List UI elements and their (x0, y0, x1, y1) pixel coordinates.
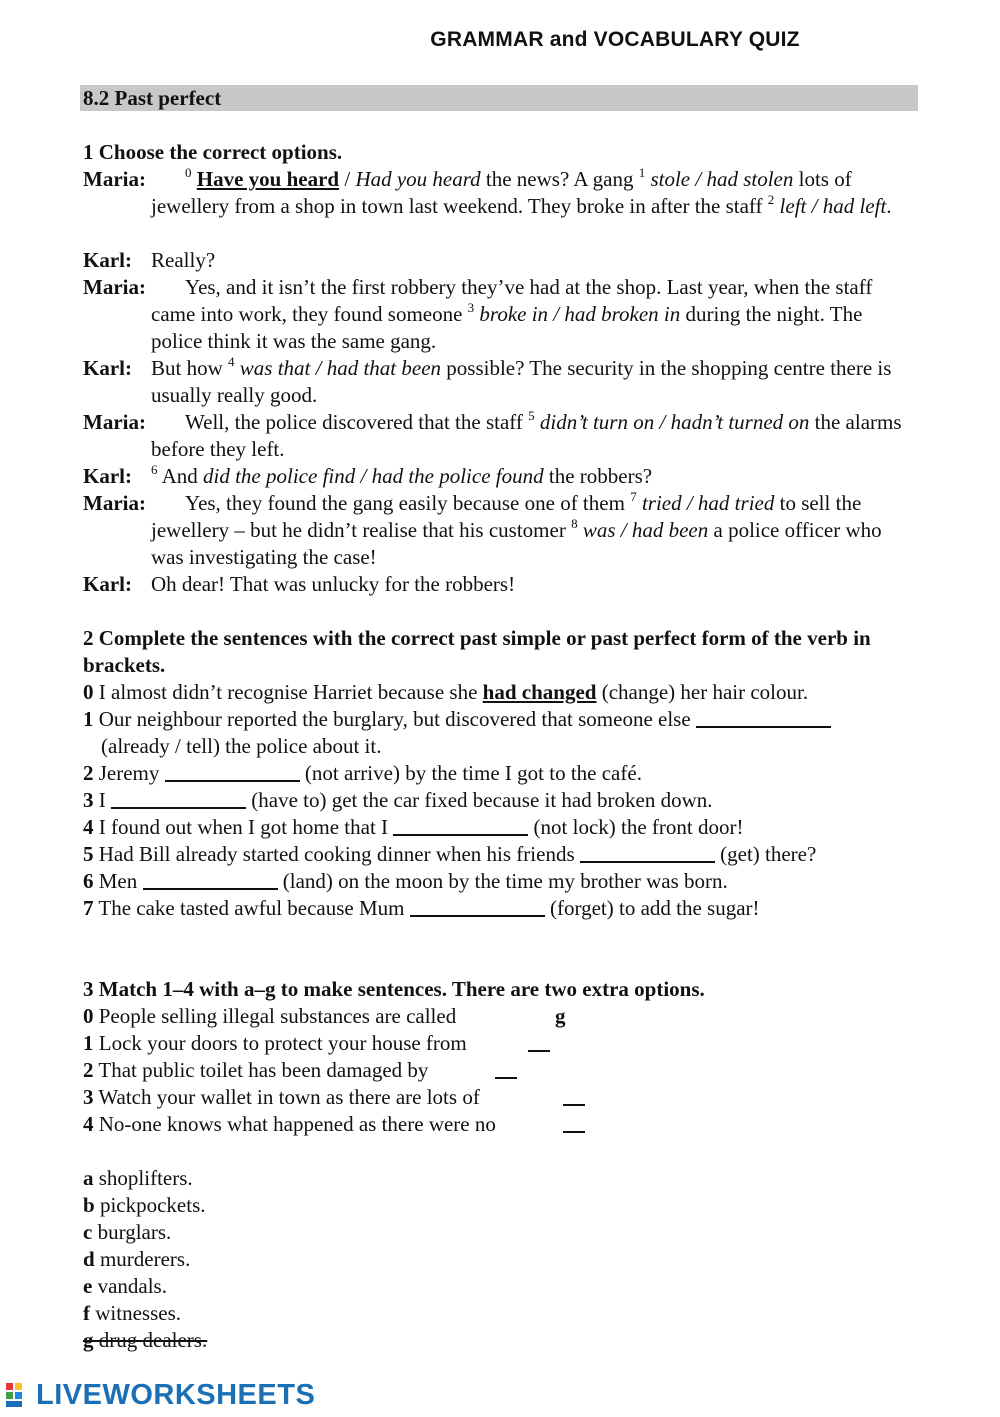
option-choice[interactable]: was that / had that been (234, 356, 442, 380)
example-answer: g (555, 1004, 566, 1028)
speaker-label: Maria: (83, 275, 146, 299)
match-option: e vandals. (83, 1274, 167, 1298)
liveworksheets-logo-icon (4, 1381, 34, 1409)
example-answer: had changed (482, 680, 597, 704)
speaker-label: Karl: (83, 572, 132, 596)
option-choice[interactable]: tried / had tried (636, 491, 775, 515)
answer-blank[interactable] (393, 814, 528, 836)
option-choice[interactable]: didn’t turn on / hadn’t turned on (534, 410, 810, 434)
answer-blank-container (563, 1111, 585, 1138)
answer-blank-container (528, 1030, 550, 1057)
exercise-3-heading: 3 Match 1–4 with a–g to make sentences. There are two extra options. (83, 977, 705, 1001)
dialogue-line: Really? (151, 248, 216, 272)
exercise-1-heading: 1 Choose the correct options. (83, 140, 343, 164)
answer-blank-container (563, 1084, 585, 1111)
dialogue-line: Yes, and it isn’t the first robbery they’ve had at the shop. Last year, when the staff came into work, they found someone $^3$ broke in / had broken in during the night. The police think it was the same gang. (151, 275, 873, 353)
exercise-2-heading: 2 Complete the sentences with the correct past simple or past perfect form of the verb in brackets. (83, 626, 871, 677)
answer-blank[interactable] (580, 841, 715, 863)
speaker-label: Maria: (83, 491, 146, 515)
sentence-item: 1 Our neighbour reported the burglary, but discovered that someone else (83, 706, 831, 733)
dialogue-line: Oh dear! That was unlucky for the robbers! (151, 572, 516, 596)
answer-blank[interactable] (495, 1057, 517, 1079)
match-item: 4 No-one knows what happened as there were no (83, 1112, 496, 1136)
sentence-item: 2 Jeremy (not arrive) by the time I got to the café. (83, 761, 642, 785)
section-heading: 8.2 Past perfect (80, 85, 918, 111)
answer-blank[interactable] (165, 760, 300, 782)
match-item: 2 That public toilet has been damaged by (83, 1058, 429, 1082)
match-option-used: g drug dealers. (83, 1328, 208, 1352)
match-item: 0 People selling illegal substances are called (83, 1004, 457, 1028)
example-answer: Have you heard (196, 167, 340, 191)
option-choice[interactable]: left / had left (774, 194, 887, 218)
sentence-item: 5 Had Bill already started cooking dinner when his friends (get) there? (83, 842, 817, 866)
speaker-label: Karl: (83, 248, 132, 272)
answer-blank[interactable] (563, 1084, 585, 1106)
match-option: c burglars. (83, 1220, 172, 1244)
logo-text: LIVEWORKSHEETS (36, 1378, 316, 1411)
dialogue-line: $^0$ Have you heard / Had you heard the news? A gang $^1$ stole / had stolen lots of jewellery from a shop in town last weekend. They broke in after the staff $^2$ left / had left. (151, 165, 892, 218)
match-item: 3 Watch your wallet in town as there are lots of (83, 1085, 480, 1109)
sentence-item: 6 Men (land) on the moon by the time my brother was born. (83, 869, 728, 893)
match-item: 1 Lock your doors to protect your house from (83, 1031, 467, 1055)
match-option: a shoplifters. (83, 1166, 193, 1190)
sentence-item: 7 The cake tasted awful because Mum (forget) to add the sugar! (83, 896, 760, 920)
option-choice[interactable]: did the police find / had the police found (203, 464, 544, 488)
sentence-item: 4 I found out when I got home that I (not lock) the front door! (83, 815, 744, 839)
answer-blank-container (495, 1057, 517, 1084)
answer-blank[interactable] (143, 868, 278, 890)
match-option: d murderers. (83, 1247, 191, 1271)
sentence-item-continued: (already / tell) the police about it. (101, 734, 382, 758)
dialogue-line: Yes, they found the gang easily because one of them $^7$ tried / had tried to sell the jewellery – but he didn’t realise that his customer $^8$ was / had been a police officer who was investigating the case! (151, 489, 882, 569)
match-option: b pickpockets. (83, 1193, 206, 1217)
speaker-label: Maria: (83, 167, 146, 191)
match-option: f witnesses. (83, 1301, 181, 1325)
answer-blank[interactable] (563, 1111, 585, 1133)
option-choice[interactable]: was / had been (577, 518, 709, 542)
speaker-label: Maria: (83, 410, 146, 434)
option-choice[interactable]: broke in / had broken in (474, 302, 681, 326)
speaker-label: Karl: (83, 356, 132, 380)
sentence-item: 3 I (have to) get the car fixed because it had broken down. (83, 788, 713, 812)
liveworksheets-logo[interactable] (4, 1380, 315, 1410)
answer-blank[interactable] (528, 1030, 550, 1052)
dialogue-line: But how $^4$ was that / had that been possible? The security in the shopping centre there is usually really good. (151, 354, 892, 407)
answer-blank[interactable] (410, 895, 545, 917)
sentence-item: 0 I almost didn’t recognise Harriet because she had changed (change) her hair colour. (83, 680, 809, 704)
speaker-label: Karl: (83, 464, 132, 488)
dialogue-line: Well, the police discovered that the staff $^5$ didn’t turn on / hadn’t turned on the alarms before they left. (151, 408, 902, 461)
document-title: GRAMMAR and VOCABULARY QUIZ (430, 28, 800, 51)
answer-blank[interactable] (696, 706, 831, 728)
dialogue-line: $^6$ And did the police find / had the police found the robbers? (151, 462, 653, 488)
option-choice[interactable]: stole / had stolen (645, 167, 794, 191)
answer-blank[interactable] (111, 787, 246, 809)
